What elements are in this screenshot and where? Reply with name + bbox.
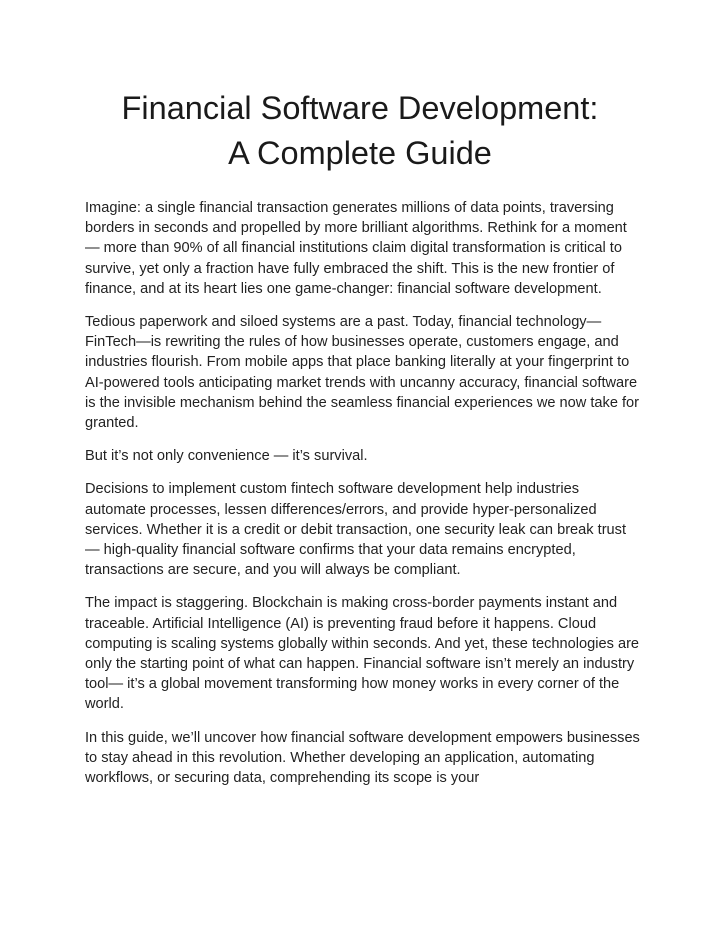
paragraph: In this guide, we’ll uncover how financial software development empowers businesses to stay ahead in this revolution. Whether developing an application, automating workflows, or securing data, comprehending its scope is your: [85, 729, 640, 787]
paragraph: Tedious paperwork and siloed systems are a past. Today, financial technology—FinTech—is rewriting the rules of how businesses operate, customers engage, and industries flourish. From mobile apps that place banking literally at your fingerprint to AI-powered tools anticipating market trends with uncanny accuracy, financial software is the invisible mechanism behind the seamless financial experiences we now take for granted.: [85, 314, 640, 432]
paragraph: Imagine: a single financial transaction generates millions of data points, traversing borders in seconds and propelled by more brilliant algorithms. Rethink for a moment — more than 90% of all financial institutions claim digital transformation is critical to survive, yet only a fraction have fully embraced the shift. This is the new frontier of finance, and at its heart lies one game-changer: financial software development.: [85, 200, 627, 297]
document-title: [60, 86, 660, 176]
paragraph: But it’s not only convenience — it’s survival.: [85, 448, 368, 465]
paragraph: The impact is staggering. Blockchain is making cross-border payments instant and traceable. Artificial Intelligence (AI) is preventing fraud before it happens. Cloud computing is scaling systems globally within seconds. And yet, these technologies are only the starting point of what can happen. Financial software isn’t merely an industry tool— it’s a global movement transforming how money works in every corner of the world.: [85, 595, 640, 713]
title-line-2: A Complete Guide: [228, 135, 492, 171]
paragraph: Decisions to implement custom fintech software development help industries automate processes, lessen differences/errors, and provide hyper-personalized services. Whether it is a credit or debit transaction, one security leak can break trust — high-quality financial software confirms that your data remains encrypted, transactions are secure, and you will always be compliant.: [85, 481, 627, 579]
title-line-1: Financial Software Development:: [121, 90, 599, 126]
document-body: [85, 198, 641, 801]
